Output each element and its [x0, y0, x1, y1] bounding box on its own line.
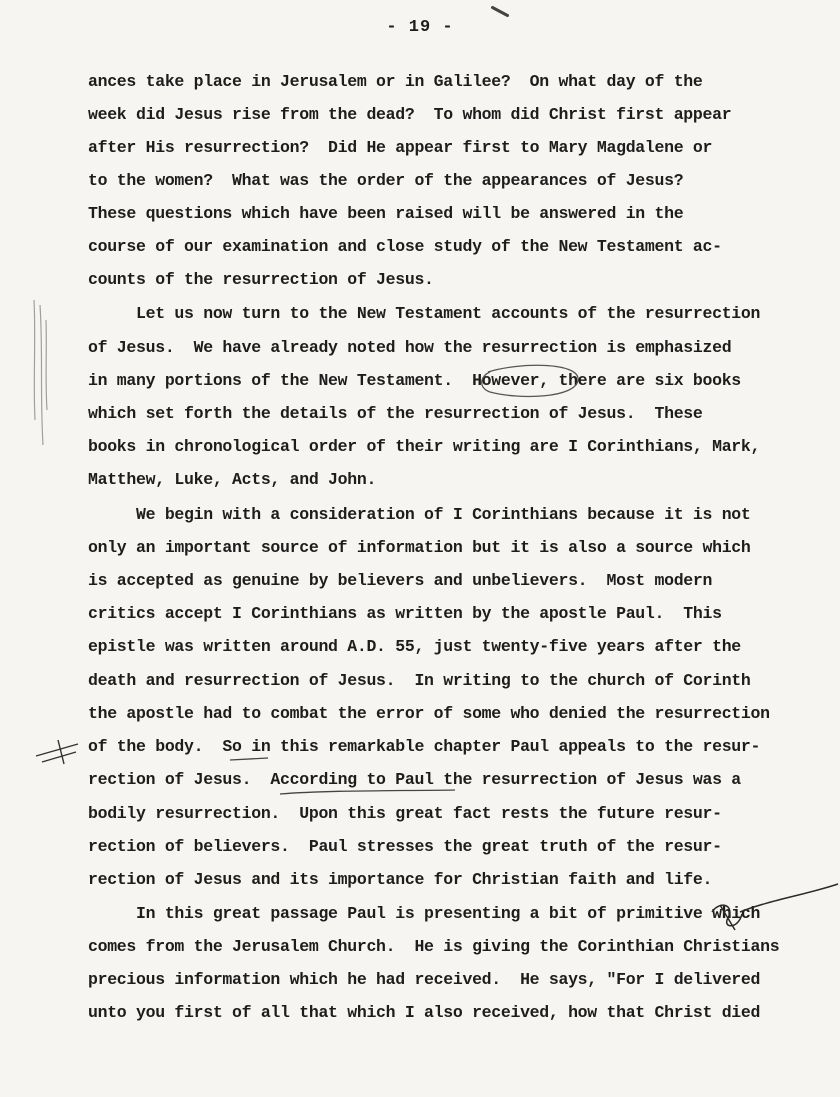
text-line: to the women? What was the order of the appearances of Jesus? — [88, 171, 684, 190]
margin-pencil-marks — [34, 300, 47, 445]
text-line: In this great passage Paul is presenting a bit of primitive which — [88, 904, 761, 923]
text-line: counts of the resurrection of Jesus. — [88, 270, 434, 289]
underline-so — [230, 758, 268, 760]
text-line: in many portions of the New Testament. However, there are six books — [88, 371, 741, 390]
text-line: These questions which have been raised will be answered in the — [88, 204, 684, 223]
text-line: Matthew, Luke, Acts, and John. — [88, 470, 377, 489]
page-number: - 19 - — [386, 18, 454, 37]
text-line: of Jesus. We have already noted how the resurrection is emphasized — [88, 338, 732, 357]
text-line: of the body. So in this remarkable chapter Paul appeals to the resur- — [88, 737, 761, 756]
text-line: critics accept I Corinthians as written by the apostle Paul. This — [88, 604, 722, 623]
margin-star-mark — [36, 740, 78, 764]
underline-according-to-paul — [280, 790, 455, 794]
text-line: epistle was written around A.D. 55, just twenty-five years after the — [88, 637, 741, 656]
text-line: death and resurrection of Jesus. In writing to the church of Corinth — [88, 671, 751, 690]
text-line: rection of Jesus and its importance for Christian faith and life. — [88, 870, 713, 889]
text-line: comes from the Jerusalem Church. He is giving the Corinthian Christians — [88, 937, 780, 956]
text-line: is accepted as genuine by believers and unbelievers. Most modern — [88, 571, 713, 590]
text-line: precious information which he had received. He says, "For I delivered — [88, 970, 761, 989]
text-line: books in chronological order of their writing are I Corinthians, Mark, — [88, 437, 761, 456]
ink-speck — [490, 5, 509, 17]
text-line: ances take place in Jerusalem or in Galilee? On what day of the — [88, 72, 703, 91]
text-line: course of our examination and close study of the New Testament ac- — [88, 237, 722, 256]
text-line: rection of Jesus. According to Paul the resurrection of Jesus was a — [88, 770, 741, 789]
text-line: which set forth the details of the resurrection of Jesus. These — [88, 404, 703, 423]
text-line: bodily resurrection. Upon this great fact rests the future resur- — [88, 804, 722, 823]
text-line: week did Jesus rise from the dead? To whom did Christ first appear — [88, 105, 732, 124]
text-line: Let us now turn to the New Testament accounts of the resurrection — [88, 304, 761, 323]
text-line: only an important source of information but it is also a source which — [88, 538, 751, 557]
text-line: We begin with a consideration of I Corinthians because it is not — [88, 505, 751, 524]
text-line: after His resurrection? Did He appear first to Mary Magdalene or — [88, 138, 713, 157]
text-line: rection of believers. Paul stresses the great truth of the resur- — [88, 837, 722, 856]
text-line: unto you first of all that which I also received, how that Christ died — [88, 1003, 761, 1022]
text-line: the apostle had to combat the error of some who denied the resurrection — [88, 704, 770, 723]
